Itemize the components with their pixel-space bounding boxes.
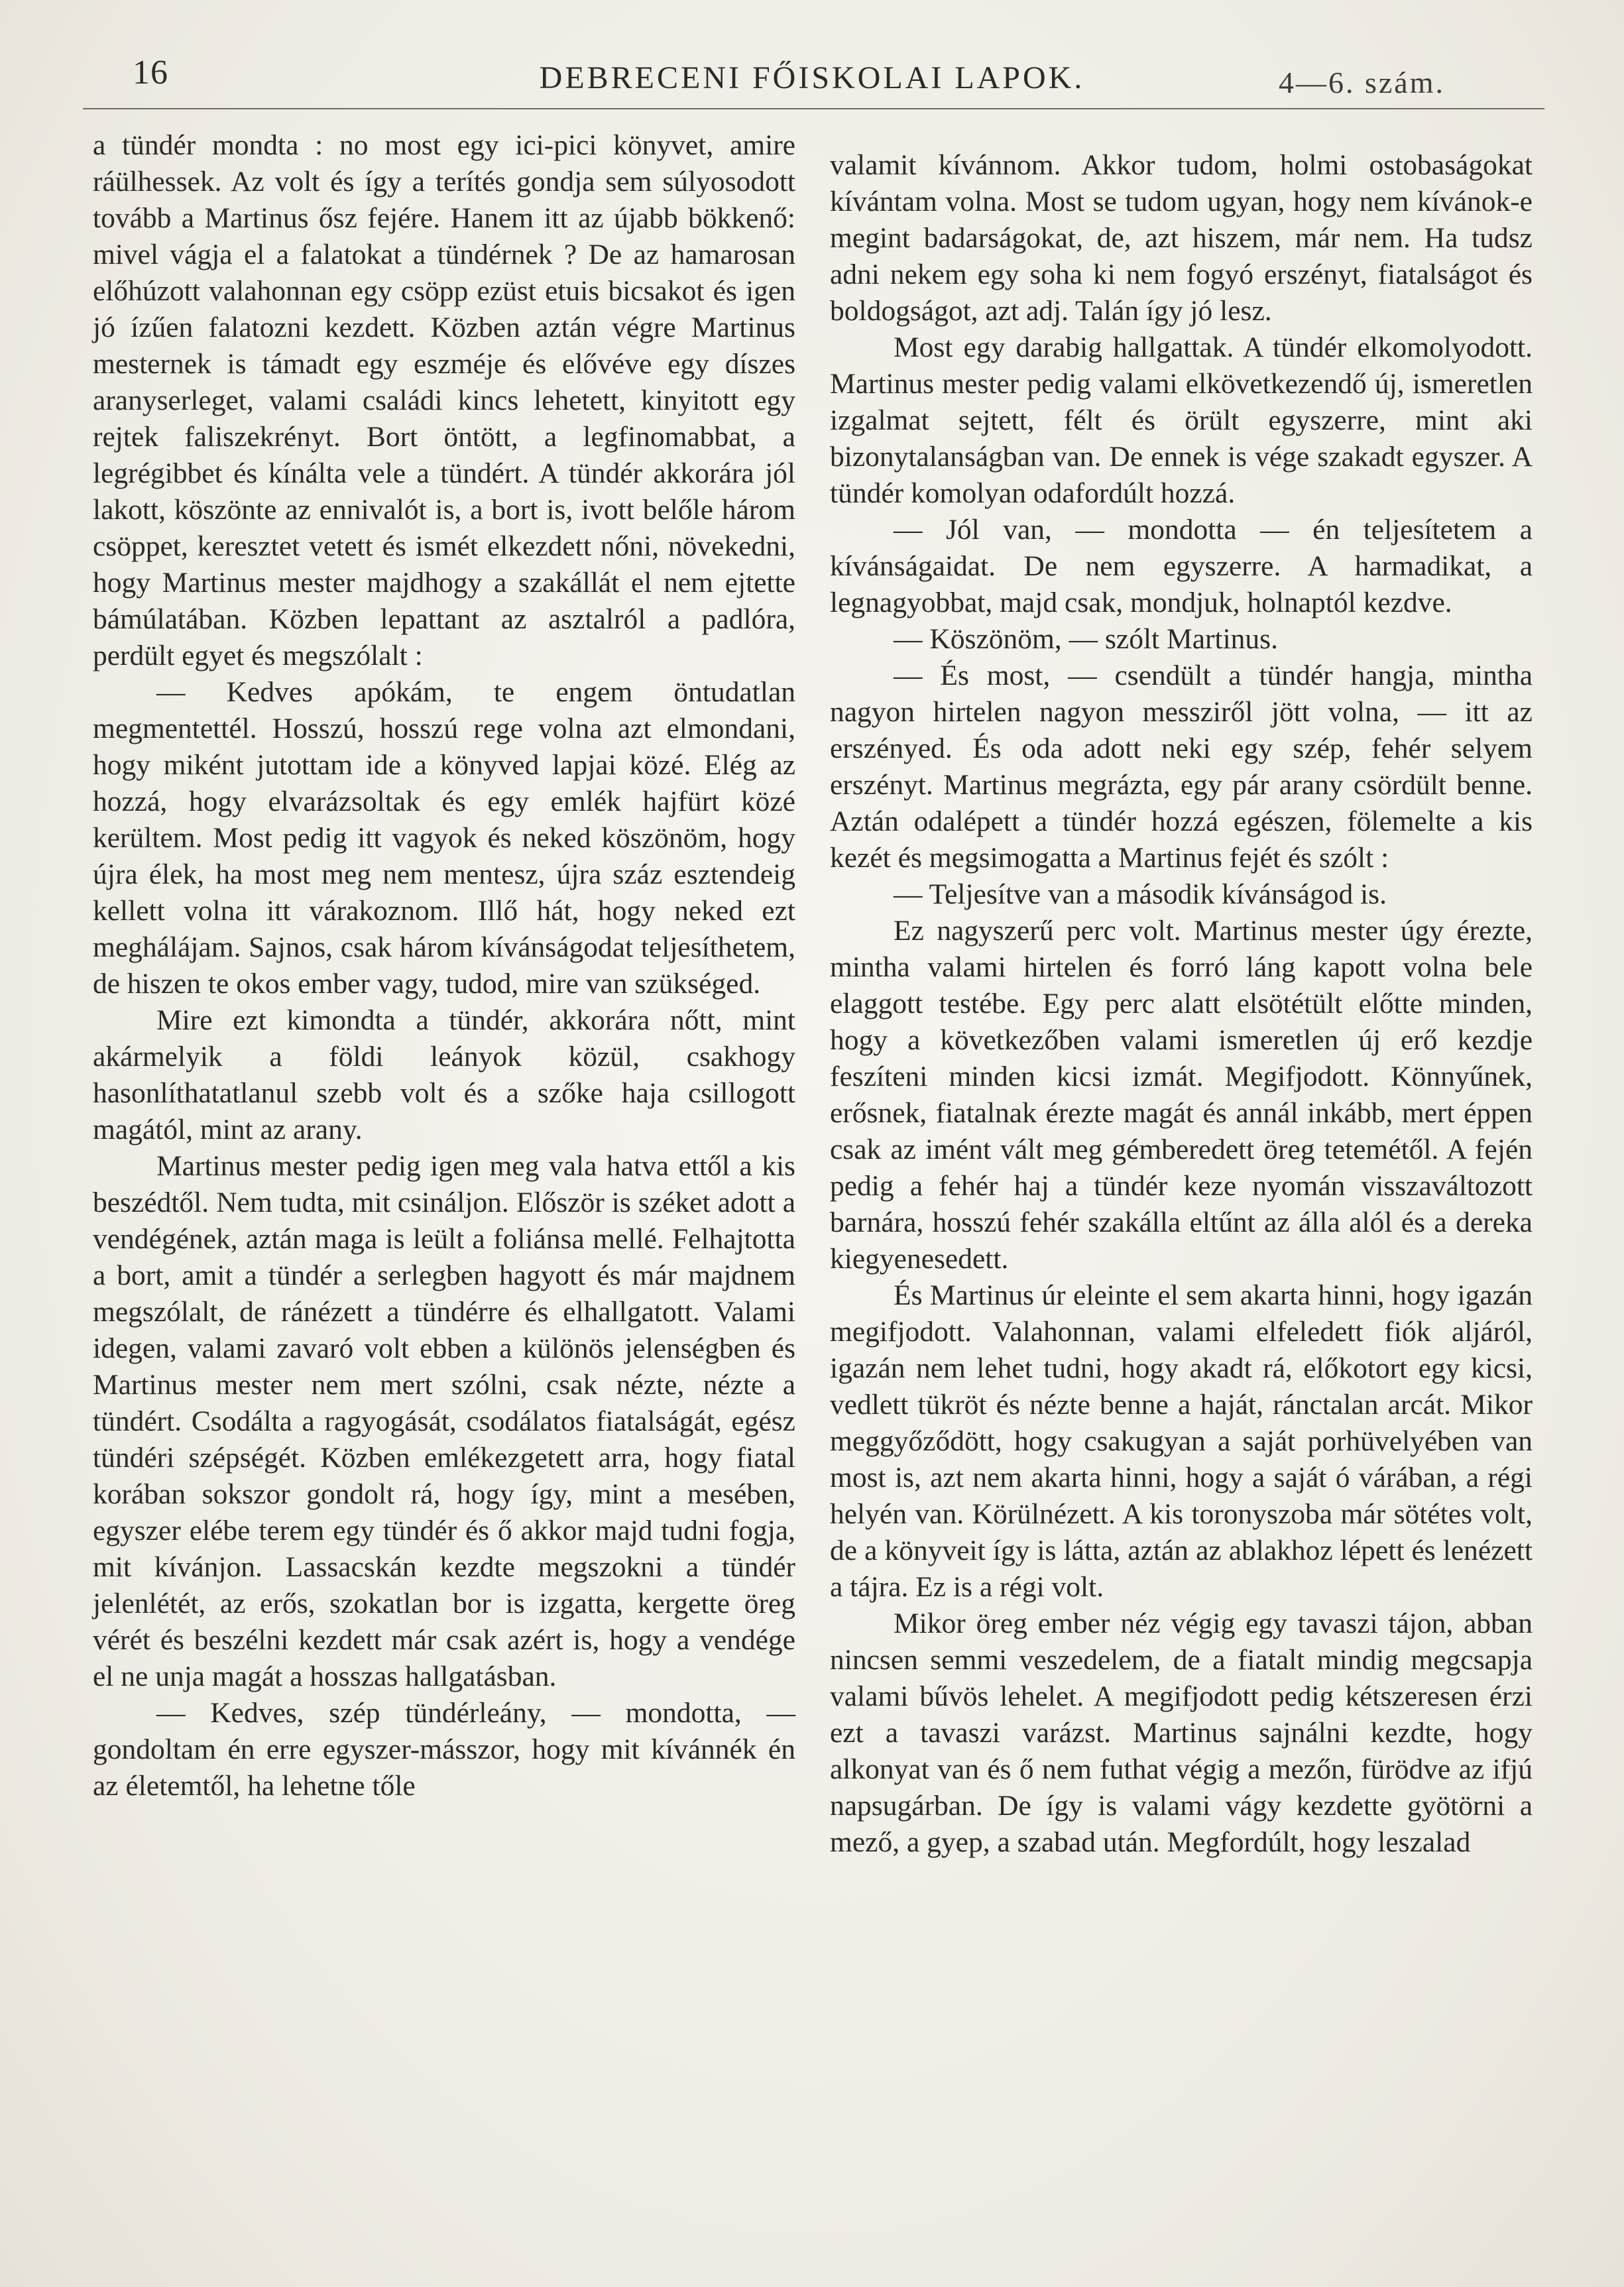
paragraph: — Kedves apókám, te engem öntudatlan megmentettél. Hosszú, hosszú rege volna azt elmondani, hogy miként jutottam ide a könyved lapjai közé. Elég az hozzá, hogy elvarázsoltak és egy emlék hajfürt közé kerültem. Most pedig itt vagyok és neked köszönöm, hogy újra élek, ha most meg nem mentesz, újra száz esztendeig kellett volna itt várakoznom. Illő hát, hogy neked ezt meghálájam. Sajnos, csak három kívánságodat teljesíthetem, de hiszen te okos ember vagy, tudod, mire van szükséged. bbox=[93, 676, 795, 1000]
paragraph: — Teljesítve van a második kívánságod is. bbox=[894, 878, 1387, 910]
header-rule bbox=[83, 108, 1544, 109]
issue-number: 4—6. szám. bbox=[1278, 66, 1445, 99]
paragraph: Mikor öreg ember néz végig egy tavaszi tájon, abban nincsen semmi veszedelem, de a fiatalt mindig megcsapja valami bűvös lehelet. A megifjodott pedig kétszeresen érzi ezt a tavaszi varázst. Martinus sajnálni kezdte, hogy alkonyat van és ő nem futhat végig a mezőn, fürödve az ifjú napsugárban. De így is valami vágy kezdette gyötörni a mező, a gyep, a szabad után. Megfordúlt, hogy leszalad bbox=[830, 1608, 1533, 1858]
paragraph: Mire ezt kimondta a tündér, akkorára nőtt, mint akármelyik a földi leányok közül, csakhogy hasonlíthatatlanul szebb volt és a szőke haja csillogott magától, mint az arany. bbox=[93, 1004, 795, 1145]
paragraph: — Jól van, — mondotta — én teljesítetem a kívánságaidat. De nem egyszerre. A harmadikat, a legnagyobbat, majd csak, mondjuk, holnaptól kezdve. bbox=[830, 514, 1533, 618]
paragraph: És Martinus úr eleinte el sem akarta hinni, hogy igazán megifjodott. Valahonnan, valami elfeledett fiók aljáról, igazán nem lehet tudni, hogy akadt rá, előkotort egy kicsi, vedlett tükröt és nézte benne a haját, ránctalan arcát. Mikor meggyőződött, hogy csakugyan a saját porhüvelyében van most is, azt nem akarta hinni, hogy a saját ó várában, a régi helyén van. Körülnézett. A kis toronyszoba már sötétes volt, de a könyveit így is látta, aztán az ablakhoz lépett és lenézett a tájra. Ez is a régi volt. bbox=[830, 1279, 1533, 1603]
paragraph: valamit kívánnom. Akkor tudom, holmi ostobaságokat kívántam volna. Most se tudom ugyan, hogy nem kívánok-e megint badarságokat, de, azt hiszem, már nem. Ha tudsz adni nekem egy soha ki nem fogyó erszényt, fiatalságot és boldogságot, azt adj. Talán így jó lesz. bbox=[830, 149, 1533, 327]
text-columns bbox=[93, 126, 1538, 2247]
paragraph: — Köszönöm, — szólt Martinus. bbox=[894, 623, 1278, 655]
page-number: 16 bbox=[133, 54, 168, 91]
paragraph: a tündér mondta : no most egy ici-pici könyvet, amire ráülhessek. Az volt és így a terítés gondja sem súlyosodott tovább a Martinus ősz fejére. Hanem itt az újabb bökkenő: mivel vágja el a falatokat a tündérnek ? De az hamarosan előhúzott valahonnan egy csöpp ezüst etuis bicsakot és igen jó ízűen falatozni kezdett. Közben aztán végre Martinus mesternek is támadt egy eszméje és elővéve egy díszes aranyserleget, valami családi kincs lehetett, kinyitott egy rejtek faliszekrényt. Bort öntött, a legfinomabbat, a legrégibbet és kínálta vele a tündért. A tündér akkorára jól lakott, köszönte az ennivalót is, a bort is, ivott belőle három csöppet, keresztet vetett és ismét elkezdett nőni, növekedni, hogy Martinus mester majdhogy a szakállát el nem ejtette bámúlatában. Közben lepattant az asztalról a padlóra, perdült egyet és megszólalt : bbox=[93, 129, 795, 672]
paragraph: — Kedves, szép tündérleány, — mondotta, — gondoltam én erre egyszer-másszor, hogy mit kívánnék én az életemtől, ha lehetne tőle bbox=[93, 1697, 795, 1802]
page-header bbox=[80, 46, 1544, 106]
paragraph: Ez nagyszerű perc volt. Martinus mester úgy érezte, mintha valami hirtelen és forró láng kapott volna bele elaggott testébe. Egy perc alatt elsötétült előtte minden, hogy a következőben valami ismeretlen új erő kezdje feszíteni minden kicsi izmát. Megifjodott. Könnyűnek, erősnek, fiatalnak érezte magát és annál inkább, mert éppen csak az imént vált meg gémberedett öreg tetemétől. A fején pedig a fehér haj a tündér keze nyomán visszaváltozott barnára, hosszú fehér szakálla eltűnt az álla alól és a dereka kiegyenesedett. bbox=[830, 915, 1533, 1275]
left-column bbox=[93, 127, 795, 1804]
paragraph: Most egy darabig hallgattak. A tündér elkomolyodott. Martinus mester pedig valami elkövetkezendő új, ismeretlen izgalmat sejtett, félt és örült egyszerre, mint aki bizonytalanságban van. De ennek is vége szakadt egyszer. A tündér komolyan odafordúlt hozzá. bbox=[830, 331, 1533, 509]
journal-title: DEBRECENI FŐISKOLAI LAPOK. bbox=[539, 60, 1085, 95]
paragraph: — És most, — csendült a tündér hangja, mintha nagyon hirtelen nagyon messziről jött volna, — itt az erszényed. És oda adott neki egy szép, fehér selyem erszényt. Martinus megrázta, egy pár arany csördült benne. Aztán odalépett a tündér hozzá egészen, fölemelte a kis kezét és megsimogatta a Martinus fejét és szólt : bbox=[830, 660, 1533, 874]
right-column bbox=[830, 147, 1533, 1861]
paragraph: Martinus mester pedig igen meg vala hatva ettől a kis beszédtől. Nem tudta, mit csináljon. Először is széket adott a vendégének, aztán maga is leült a foliánsa mellé. Felhajtotta a bort, amit a tündér a serlegben hagyott és már majdnem megszólalt, de ránézett a tündérre és elhallgatott. Valami idegen, valami zavaró volt ebben a különös jelenségben és Martinus mester nem mert szólni, csak nézte, nézte a tündért. Csodálta a ragyogását, csodálatos fiatalságát, egész tündéri szépségét. Közben emlékezgetett arra, hogy fiatal korában sokszor gondolt rá, hogy így, mint a mesében, egyszer elébe terem egy tündér és ő akkor majd tudni fogja, mit kívánjon. Lassacskán kezdte megszokni a tündér jelenlétét, az erős, szokatlan bor is izgatta, kergette öreg vérét és beszélni kezdett már csak azért is, hogy a vendége el ne unja magát a hosszas hallgatásban. bbox=[93, 1150, 795, 1692]
